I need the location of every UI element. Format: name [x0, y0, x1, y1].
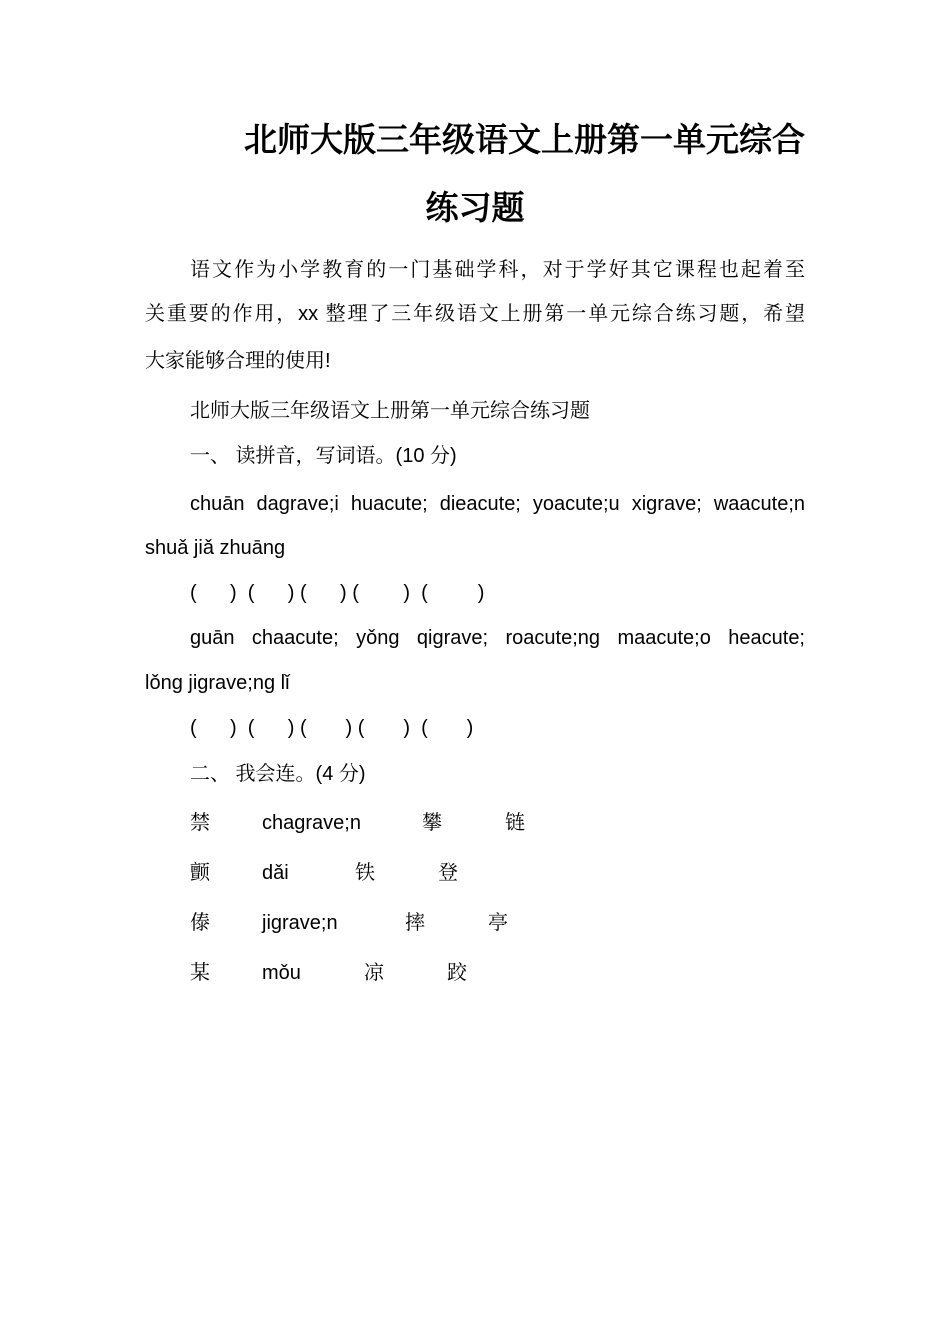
match-pinyin: chagrave;n: [262, 812, 361, 834]
match-pinyin: mǒu: [262, 962, 301, 984]
section-1-heading: 一、 读拼音，写词语。(10 分): [190, 445, 457, 467]
subtitle: 北师大版三年级语文上册第一单元综合练习题: [190, 400, 590, 422]
match-word-a: 攀: [422, 812, 442, 834]
answer-blanks-row-1: ( ) ( ) ( ) ( ) ( ): [190, 582, 485, 604]
match-character: 颤: [190, 862, 210, 884]
intro-line-1: 语文作为小学教育的一门基础学科，对于学好其它课程也起着至: [190, 259, 805, 281]
match-word-b: 登: [438, 862, 458, 884]
pinyin-row-1-line-2: shuǎ jiǎ zhuāng: [145, 537, 286, 559]
match-character: 某: [190, 962, 210, 984]
match-character: 禁: [190, 812, 210, 834]
match-pinyin: dǎi: [262, 862, 289, 884]
match-word-b: 亭: [488, 912, 508, 934]
document-title-line-2: 练习题: [425, 188, 525, 227]
pinyin-row-1-line-1: chuān dagrave;i huacute; dieacute; yoacute;u xigrave; waacute;n: [190, 493, 805, 515]
intro-line-2: 关重要的作用，xx 整理了三年级语文上册第一单元综合练习题，希望: [145, 303, 805, 325]
match-pinyin: jigrave;n: [262, 912, 338, 934]
match-character: 傣: [190, 912, 210, 934]
match-word-a: 铁: [355, 862, 375, 884]
answer-blanks-row-2: ( ) ( ) ( ) ( ) ( ): [190, 717, 474, 739]
document-title-line-1: 北师大版三年级语文上册第一单元综合: [244, 120, 805, 159]
match-word-b: 链: [505, 812, 525, 834]
pinyin-row-2-line-2: lǒng jigrave;ng lǐ: [145, 672, 290, 694]
match-word-b: 跤: [447, 962, 467, 984]
intro-line-3: 大家能够合理的使用!: [145, 350, 331, 372]
match-word-a: 凉: [364, 962, 384, 984]
section-2-heading: 二、 我会连。(4 分): [190, 763, 366, 785]
pinyin-row-2-line-1: guān chaacute; yǒng qigrave; roacute;ng maacute;o heacute;: [190, 627, 805, 649]
match-word-a: 摔: [405, 912, 425, 934]
